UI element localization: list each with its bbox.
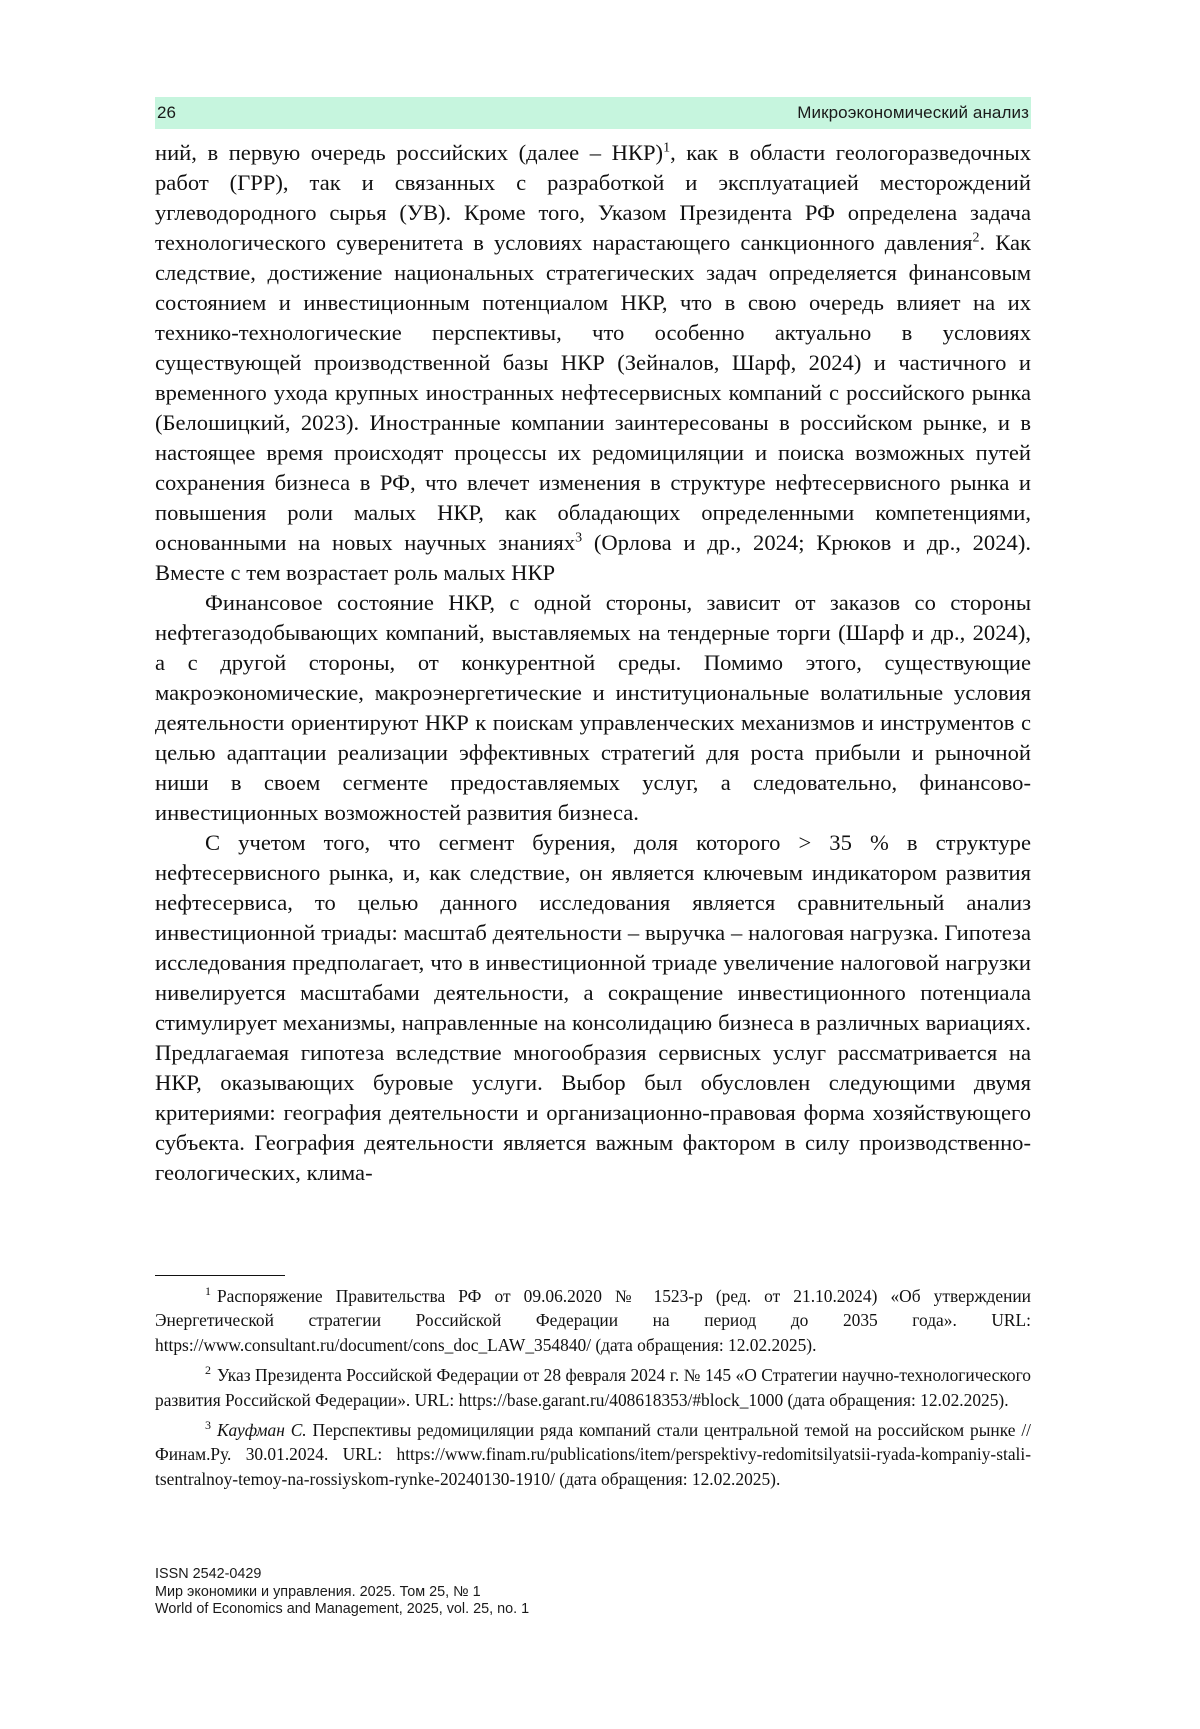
- running-header: [155, 97, 1031, 129]
- paragraph-1: [155, 138, 1031, 588]
- p1-text-3: . Как следствие, достижение национальных стратегических задач определяется финансовым состоянием и инвестиционным потенциалом НКР, что в свою очередь влияет на их технико-технологические перспективы, что особенно актуально в условиях существующей производственной базы НКР (Зейналов, Шарф, 2024) и частичного и временного ухода крупных иностранных нефтесервисных компаний с российского рынка (Белошицкий, 2023). Иностранные компании заинтересованы в российском рынке, и в настоящее время происходят процессы их редомициляции и поиска возможных путей сохранения бизнеса в РФ, что влечет изменения в структуре нефтесервисного рынка и повышения роли малых НКР, как обладающих определенными компетенциями, основанными на новых научных знаниях: [155, 230, 1031, 555]
- footnote-2: [155, 1363, 1031, 1412]
- footnotes: [155, 1284, 1031, 1497]
- p1-text-4: (Орлова и др., 2024; Крюков и др., 2024). Вместе с тем возрастает роль малых НКР: [155, 530, 1031, 585]
- p1-text-2: , как в области геологоразведочных работ (ГРР), так и связанных с разработкой и эксплуатацией месторождений углеводородного сырья (УВ). Кроме того, Указом Президента РФ определена задача технологического суверенитета в условиях нарастающего санкционного давления: [155, 140, 1031, 255]
- page-number: 26: [157, 103, 176, 122]
- footnote-text: Указ Президента Российской Федерации от 28 февраля 2024 г. № 145 «О Стратегии научно-технологического развития Российской Федерации». URL: https://base.garant.ru/408618353/#block_1000 (дата обращения: 12.02.2025).: [155, 1365, 1031, 1410]
- journal-title-en: World of Economics and Management, 2025, vol. 25, no. 1: [155, 1601, 530, 1617]
- footnote-text: Перспективы редомициляции ряда компаний стали центральной темой на российском рынке // Финам.Ру. 30.01.2024. URL: https://www.finam.ru/publications/item/perspektivy-redomitsilyatsii-ryada-kompaniy-stali-tsentralnoy-temoy-na-rossiyskom-rynke-20240130-1910/ (дата обращения: 12.02.2025).: [155, 1420, 1031, 1489]
- body-text: [155, 138, 1031, 1188]
- footnote-ref-2[interactable]: 2: [972, 230, 980, 246]
- footnote-ref-1[interactable]: 1: [663, 140, 671, 156]
- page: [155, 0, 1031, 1729]
- footnote-ref-3[interactable]: 3: [575, 530, 583, 546]
- footnote-1: [155, 1284, 1031, 1357]
- journal-imprint: [155, 1566, 529, 1619]
- p1-text-1: ний, в первую очередь российских (далее – НКР): [155, 140, 664, 165]
- paragraph-2: Финансовое состояние НКР, с одной стороны, зависит от заказов со стороны нефтегазодобывающих компаний, выставляемых на тендерные торги (Шарф и др., 2024), а с другой стороны, от конкурентной среды. Помимо этого, существующие макроэкономические, макроэнергетические и институциональные волатильные условия деятельности ориентируют НКР к поискам управленческих механизмов и инструментов с целью адаптации реализации эффективных стратегий для роста прибыли и рыночной ниши в своем сегменте предоставляемых услуг, а следовательно, финансово-инвестиционных возможностей развития бизнеса.: [155, 590, 1031, 825]
- journal-title-ru: Мир экономики и управления. 2025. Том 25, № 1: [155, 1583, 481, 1600]
- footnote-3: [155, 1418, 1031, 1491]
- footnote-number: 1: [205, 1284, 211, 1299]
- footnote-divider: [155, 1275, 285, 1276]
- section-title: Микроэкономический анализ: [797, 103, 1029, 122]
- footnote-author: Кауфман С.: [217, 1420, 307, 1441]
- issn: ISSN 2542-0429: [155, 1566, 262, 1582]
- paragraph-3: С учетом того, что сегмент бурения, доля которого > 35 % в структуре нефтесервисного рынка, и, как следствие, он является ключевым индикатором развития нефтесервиса, то целью данного исследования является сравнительный анализ инвестиционной триады: масштаб деятельности – выручка – налоговая нагрузка. Гипотеза исследования предполагает, что в инвестиционной триаде увеличение налоговой нагрузки нивелируется масштабами деятельности, а сокращение инвестиционного потенциала стимулирует механизмы, направленные на консолидацию бизнеса в различных вариациях. Предлагаемая гипотеза вследствие многообразия сервисных услуг рассматривается на НКР, оказывающих буровые услуги. Выбор был обусловлен следующими двумя критериями: география деятельности и организационно-правовая форма хозяйствующего субъекта. География деятельности является важным фактором в силу производственно-геологических, клима-: [155, 830, 1031, 1185]
- footnote-text: Распоряжение Правительства РФ от 09.06.2020 № 1523-р (ред. от 21.10.2024) «Об утверждении Энергетической стратегии Российской Федерации на период до 2035 года». URL: https://www.consultant.ru/document/cons_doc_LAW_354840/ (дата обращения: 12.02.2025).: [155, 1286, 1031, 1355]
- footnote-number: 3: [205, 1418, 211, 1433]
- footnote-number: 2: [205, 1363, 211, 1378]
